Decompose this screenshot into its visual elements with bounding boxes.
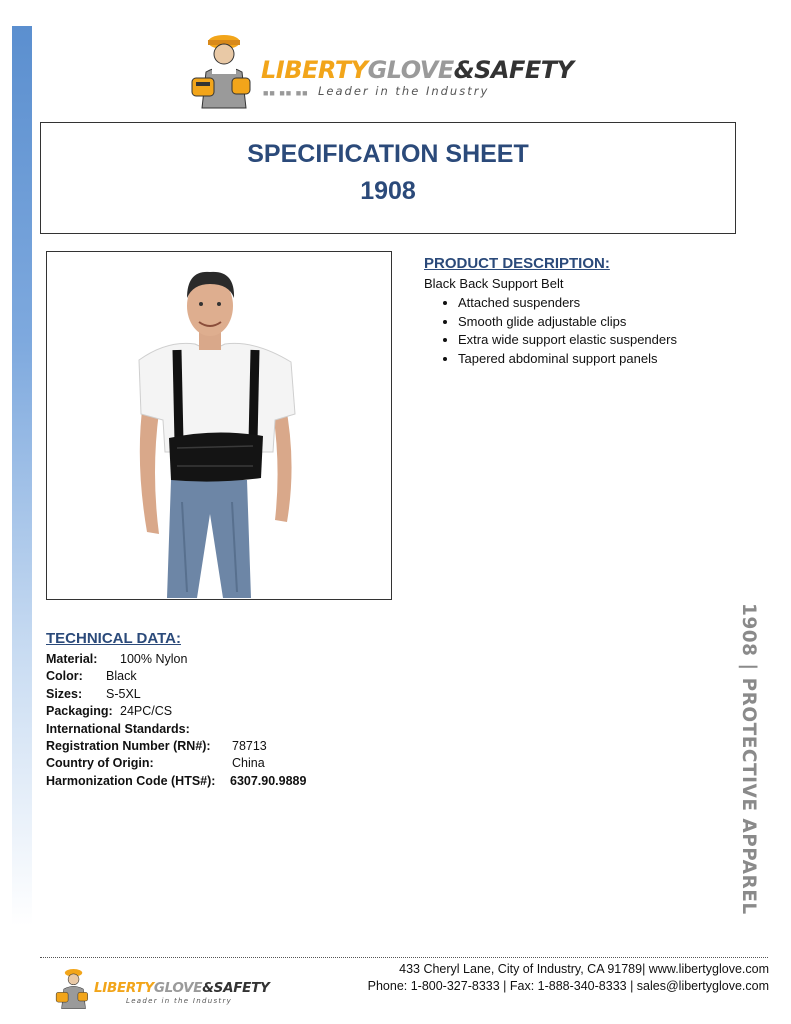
tech-row-color xyxy=(46,668,426,685)
footer-divider xyxy=(40,957,768,958)
worker-mascot-icon xyxy=(54,966,92,1010)
tech-label: Color: xyxy=(46,669,83,684)
footer-tagline: Leader in the Industry xyxy=(126,997,233,1005)
tech-row-material xyxy=(46,651,426,668)
brand-glove: GLOVE xyxy=(367,56,454,84)
tech-row-packaging xyxy=(46,703,426,720)
tech-value: 6307.90.9889 xyxy=(230,773,307,788)
feature-item: • Attached suspenders xyxy=(458,294,744,313)
tech-row-hts xyxy=(46,773,426,790)
tech-row-registration xyxy=(46,738,426,755)
tech-value: 100% Nylon xyxy=(120,652,188,666)
footer-phone-fax-email: Phone: 1-800-327-8333 | Fax: 1-888-340-8333 | sales@libertyglove.com xyxy=(367,979,769,993)
tech-label: International Standards: xyxy=(46,721,190,736)
technical-data xyxy=(46,630,426,790)
brand-liberty: LIBERTY xyxy=(94,980,154,996)
tech-label: Packaging: xyxy=(46,704,113,719)
product-description xyxy=(424,255,744,368)
footer-brand-name xyxy=(94,980,269,996)
tech-value: China xyxy=(232,756,265,771)
side-stripe xyxy=(12,26,32,926)
brand-safety: &SAFETY xyxy=(202,980,270,996)
technical-data-heading: TECHNICAL DATA: xyxy=(46,630,181,647)
tech-label: Sizes: xyxy=(46,686,83,701)
product-photo xyxy=(46,251,392,600)
tagline-dashes-icon: ■■ ■■ ■■ xyxy=(263,88,309,98)
tech-value: 24PC/CS xyxy=(120,704,173,719)
product-description-heading: PRODUCT DESCRIPTION: xyxy=(424,255,610,272)
footer-logo xyxy=(54,966,284,1012)
footer-contact xyxy=(368,961,769,995)
tech-label: Harmonization Code (HTS#): xyxy=(46,773,216,788)
tech-value: Black xyxy=(106,669,137,684)
footer-address: 433 Cheryl Lane, City of Industry, CA 91789| www.libertyglove.com xyxy=(399,962,769,976)
feature-item: • Extra wide support elastic suspenders xyxy=(458,331,744,350)
tech-row-standards xyxy=(46,721,426,738)
tech-row-sizes xyxy=(46,686,426,703)
brand-tagline: Leader in the Industry xyxy=(318,84,490,98)
man-wearing-belt-image xyxy=(47,252,391,599)
title-box xyxy=(40,122,736,234)
product-number: 1908 xyxy=(360,177,416,205)
product-name: Black Back Support Belt xyxy=(424,276,564,291)
worker-mascot-icon xyxy=(188,30,258,110)
tech-label: Country of Origin: xyxy=(46,756,154,771)
side-category-label: 1908 | PROTECTIVE APPAREL xyxy=(738,603,759,915)
brand-safety: &SAFETY xyxy=(453,56,574,84)
tech-value: 78713 xyxy=(232,738,267,753)
page-title: SPECIFICATION SHEET xyxy=(247,140,529,168)
brand-liberty: LIBERTY xyxy=(261,56,368,84)
brand-name xyxy=(261,56,574,84)
tech-label: Material: xyxy=(46,652,98,666)
tech-row-origin xyxy=(46,755,426,772)
feature-list xyxy=(424,294,744,368)
feature-item: • Smooth glide adjustable clips xyxy=(458,313,744,332)
tech-label: Registration Number (RN#): xyxy=(46,738,211,753)
feature-item: • Tapered abdominal support panels xyxy=(458,350,744,369)
header-logo xyxy=(188,30,588,112)
tech-value: S-5XL xyxy=(106,686,141,701)
brand-glove: GLOVE xyxy=(153,980,203,996)
